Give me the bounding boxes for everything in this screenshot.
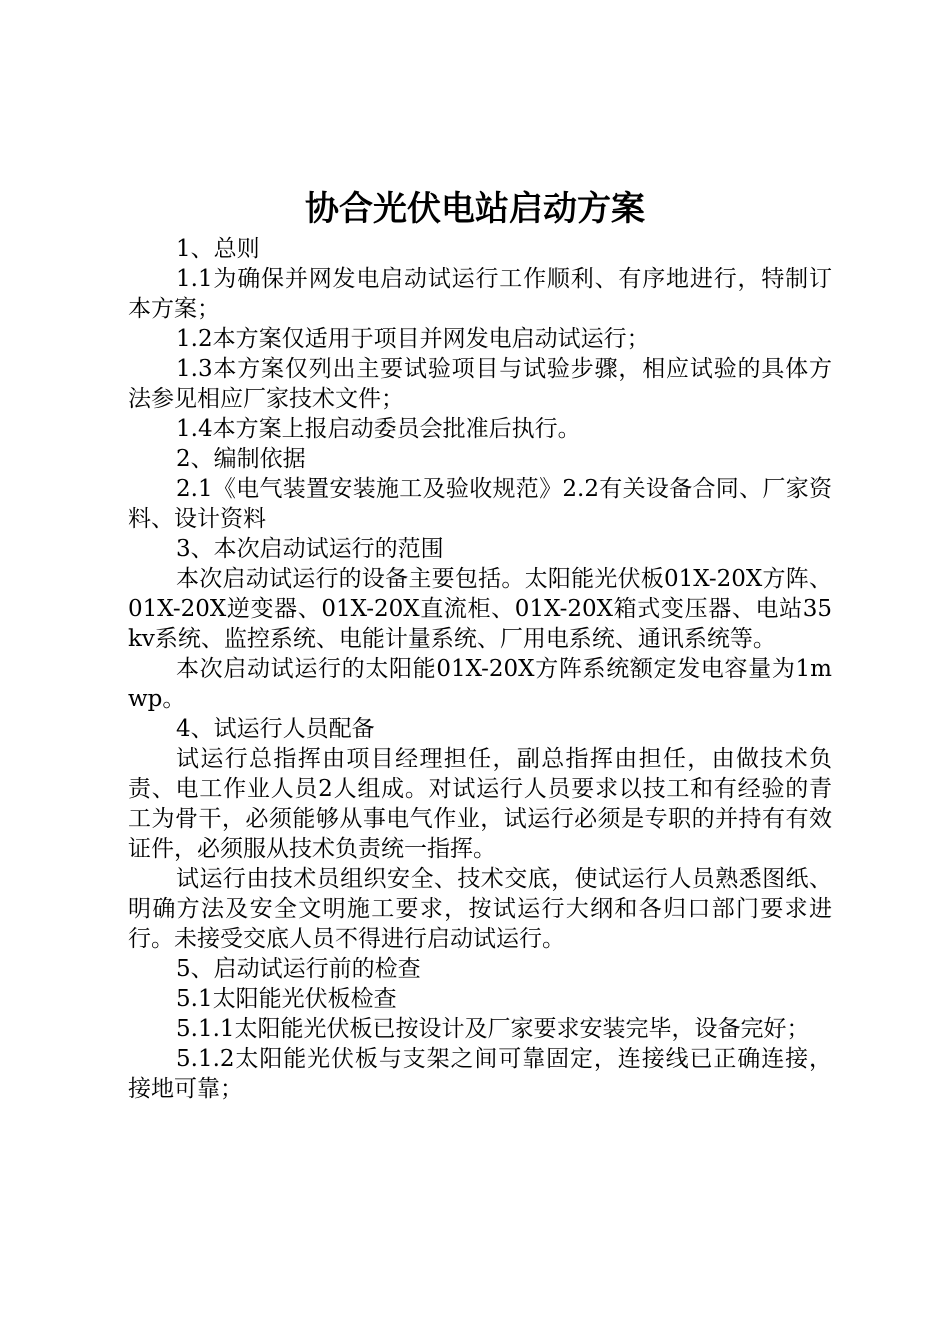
section-heading-basis: 2、编制依据 <box>176 446 306 472</box>
paragraph-scope-equipment: 本次启动试运行的设备主要包括。太阳能光伏板01X-20X方阵、01X-20X逆变器、01X-20X直流柜、01X-20X箱式变压器、电站35kv系统、监控系统、电能计量系统、厂用电系统、通讯系统等。 <box>128 566 832 652</box>
paragraph-5-1-2: 5.1.2太阳能光伏板与支架之间可靠固定，连接线已正确连接，接地可靠； <box>128 1046 832 1102</box>
paragraph-staffing-command: 试运行总指挥由项目经理担任，副总指挥由担任，由做技术负责、电工作业人员2人组成。对试运行人员要求以技工和有经验的青工为骨干，必须能够从事电气作业，试运行必须是专职的并持有有效证件，必须服从技术负责统一指挥。 <box>128 746 832 862</box>
paragraph-5-1-1: 5.1.1太阳能光伏板已按设计及厂家要求安装完毕，设备完好； <box>176 1016 810 1042</box>
paragraph-scope-capacity: 本次启动试运行的太阳能01X-20X方阵系统额定发电容量为1mwp。 <box>128 656 832 712</box>
paragraph-staffing-briefing: 试运行由技术员组织安全、技术交底，使试运行人员熟悉图纸、明确方法及安全文明施工要求，按试运行大纲和各归口部门要求进行。未接受交底人员不得进行启动试运行。 <box>128 866 832 952</box>
paragraph-1-1: 1.1为确保并网发电启动试运行工作顺利、有序地进行，特制订本方案； <box>128 266 832 322</box>
paragraph-1-3: 1.3本方案仅列出主要试验项目与试验步骤，相应试验的具体方法参见相应厂家技术文件； <box>128 356 832 412</box>
paragraph-5-1: 5.1太阳能光伏板检查 <box>176 986 397 1012</box>
section-heading-staffing: 4、试运行人员配备 <box>176 716 375 742</box>
section-heading-scope: 3、本次启动试运行的范围 <box>176 536 444 562</box>
paragraph-2-1: 2.1《电气装置安装施工及验收规范》2.2有关设备合同、厂家资料、设计资料 <box>128 476 832 532</box>
paragraph-1-2: 1.2本方案仅适用于项目并网发电启动试运行； <box>176 326 650 352</box>
section-heading-inspection: 5、启动试运行前的检查 <box>176 956 421 982</box>
paragraph-1-4: 1.4本方案上报启动委员会批准后执行。 <box>176 416 581 442</box>
document-title: 协合光伏电站启动方案 <box>305 189 645 229</box>
section-heading-general: 1、总则 <box>176 236 260 262</box>
document-body <box>128 234 832 1104</box>
